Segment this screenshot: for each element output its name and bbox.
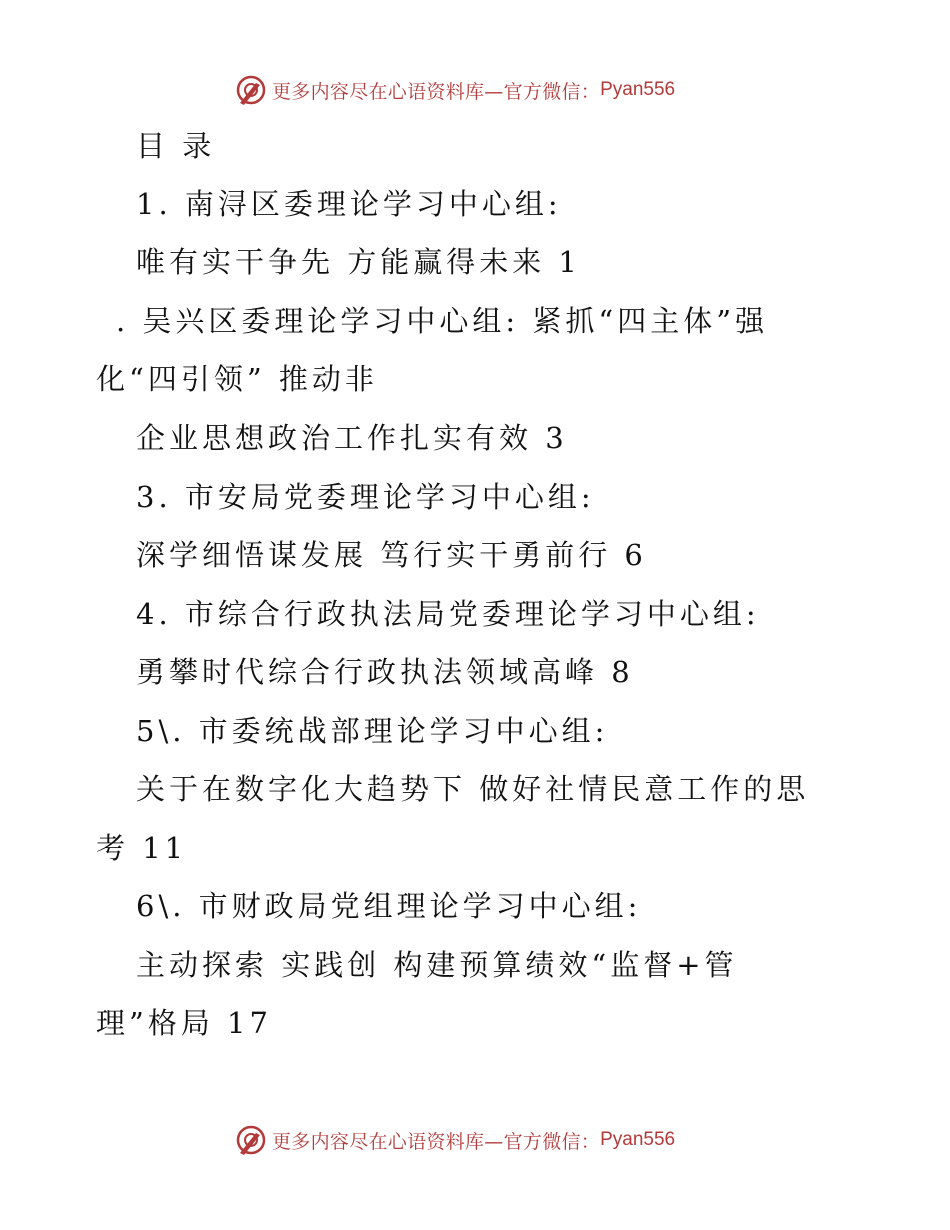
toc-line: 考 11	[96, 831, 188, 865]
watermark-header	[234, 72, 675, 108]
toc-line: 5\. 市委统战部理论学习中心组:	[136, 714, 609, 748]
toc-line: 4. 市综合行政执法局党委理论学习中心组:	[136, 597, 760, 631]
toc-line: 主动探索 实践创 构建预算绩效“监督+管	[136, 948, 738, 982]
toc-line: 关于在数字化大趋势下 做好社情民意工作的思	[136, 772, 810, 806]
toc-line: 唯有实干争先 方能赢得未来 1	[136, 245, 581, 279]
pen-logo-icon	[234, 73, 268, 107]
toc-line: 理”格局 17	[96, 1006, 272, 1040]
toc-line: 1. 南浔区委理论学习中心组:	[136, 187, 562, 221]
watermark-handle: Pyan556	[600, 1129, 676, 1150]
toc-line: 深学细悟谋发展 笃行实干勇前行 6	[136, 538, 647, 572]
pen-logo-icon	[234, 1123, 268, 1157]
toc-line: 企业思想政治工作扎实有效 3	[136, 421, 568, 455]
toc-line: 化“四引领” 推动非	[96, 362, 378, 396]
toc-line: 勇攀时代综合行政执法领域高峰 8	[136, 655, 634, 689]
watermark-handle: Pyan556	[600, 79, 676, 100]
toc-line: . 吴兴区委理论学习中心组: 紧抓“四主体”强	[116, 304, 769, 338]
toc-title: 目 录	[136, 129, 216, 163]
watermark-footer	[234, 1122, 675, 1158]
watermark-text: 更多内容尽在心语资料库—官方微信：	[272, 80, 601, 103]
toc-line: 3. 市安局党委理论学习中心组:	[136, 480, 595, 514]
watermark-text: 更多内容尽在心语资料库—官方微信：	[272, 1130, 601, 1153]
toc-line: 6\. 市财政局党组理论学习中心组:	[136, 889, 642, 923]
